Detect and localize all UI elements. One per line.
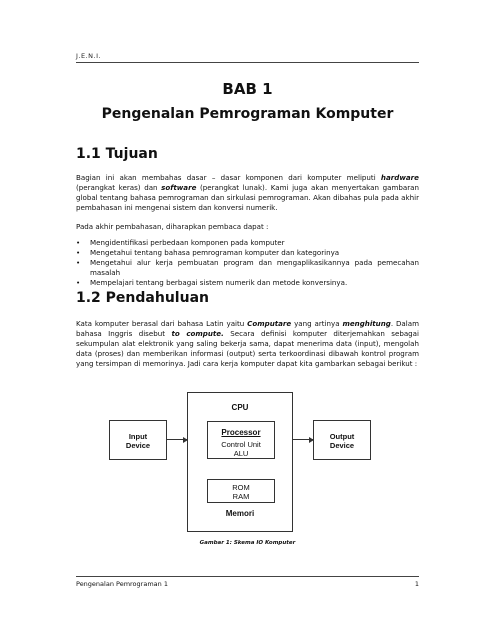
output-device-box: Output Device (313, 420, 371, 460)
cpu-label: CPU (231, 403, 249, 412)
goals-intro: Pada akhir pembahasan, diharapkan pembaca dapat : (76, 222, 269, 231)
footer-title: Pengenalan Pemrograman 1 (76, 580, 168, 588)
list-item: • Mengidentifikasi perbedaan komponen pada komputer (76, 238, 419, 248)
pendahuluan-paragraph: Kata komputer berasal dari bahasa Latin yaitu Computare yang artinya menghitung. Dalam bahasa Inggris disebut to compute. Secara definisi komputer diterjemahkan sebagai sekumpulan alat elektronik yang saling bekerja sama, dapat menerima data (input), mengolah data (proses) dan memberikan informasi (output) serta terkoordinasi dibawah kontrol program yang tersimpan di memorinya. Jadi cara kerja komputer dapat kita gambarkan sebagai berikut : (76, 319, 420, 369)
list-item: • Mengetahui tentang bahasa pemrograman komputer dan kategorinya (76, 248, 419, 258)
page-number: 1 (414, 580, 419, 588)
alu-label: ALU (233, 449, 249, 458)
io-schema-diagram (105, 392, 380, 532)
processor-box (207, 421, 275, 459)
goals-list (76, 238, 419, 288)
arrow-right-icon (293, 439, 313, 440)
chapter-title: Pengenalan Pemrograman Komputer (101, 106, 394, 122)
memori-label: Memori (225, 509, 255, 518)
arrow-right-icon (167, 439, 187, 440)
input-device-box: Input Device (109, 420, 167, 460)
processor-label: Processor (221, 428, 261, 437)
running-header: J.E.N.I. (76, 52, 102, 60)
memory-box (207, 479, 275, 503)
figure-caption: Gambar 1: Skema IO Komputer (199, 540, 296, 546)
list-item: • Mempelajari tentang berbagai sistem numerik dan metode konversinya. (76, 278, 419, 288)
section-title-pendahuluan: 1.2 Pendahuluan (76, 290, 209, 306)
list-item: • Mengetahui alur kerja pembuatan program dan mengaplikasikannya pada pemecahan masalah (76, 258, 419, 278)
rom-label: ROM (232, 483, 250, 492)
section-title-tujuan: 1.1 Tujuan (76, 146, 158, 162)
ram-label: RAM (232, 492, 250, 501)
tujuan-paragraph: Bagian ini akan membahas dasar – dasar komponen dari komputer meliputi hardware (perangkat keras) dan software (perangkat lunak). Kami juga akan menyertakan gambaran global tentang bahasa pemrograman dan sirkulasi pemrograman. Akan dibahas pula pada akhir pembahasan ini mengenai sistem dan konversi numerik. (76, 173, 419, 213)
chapter-number: BAB 1 (222, 80, 273, 98)
footer-divider (76, 576, 419, 577)
cpu-box (187, 392, 293, 532)
control-unit-label: Control Unit (221, 440, 261, 449)
header-divider (76, 62, 419, 63)
